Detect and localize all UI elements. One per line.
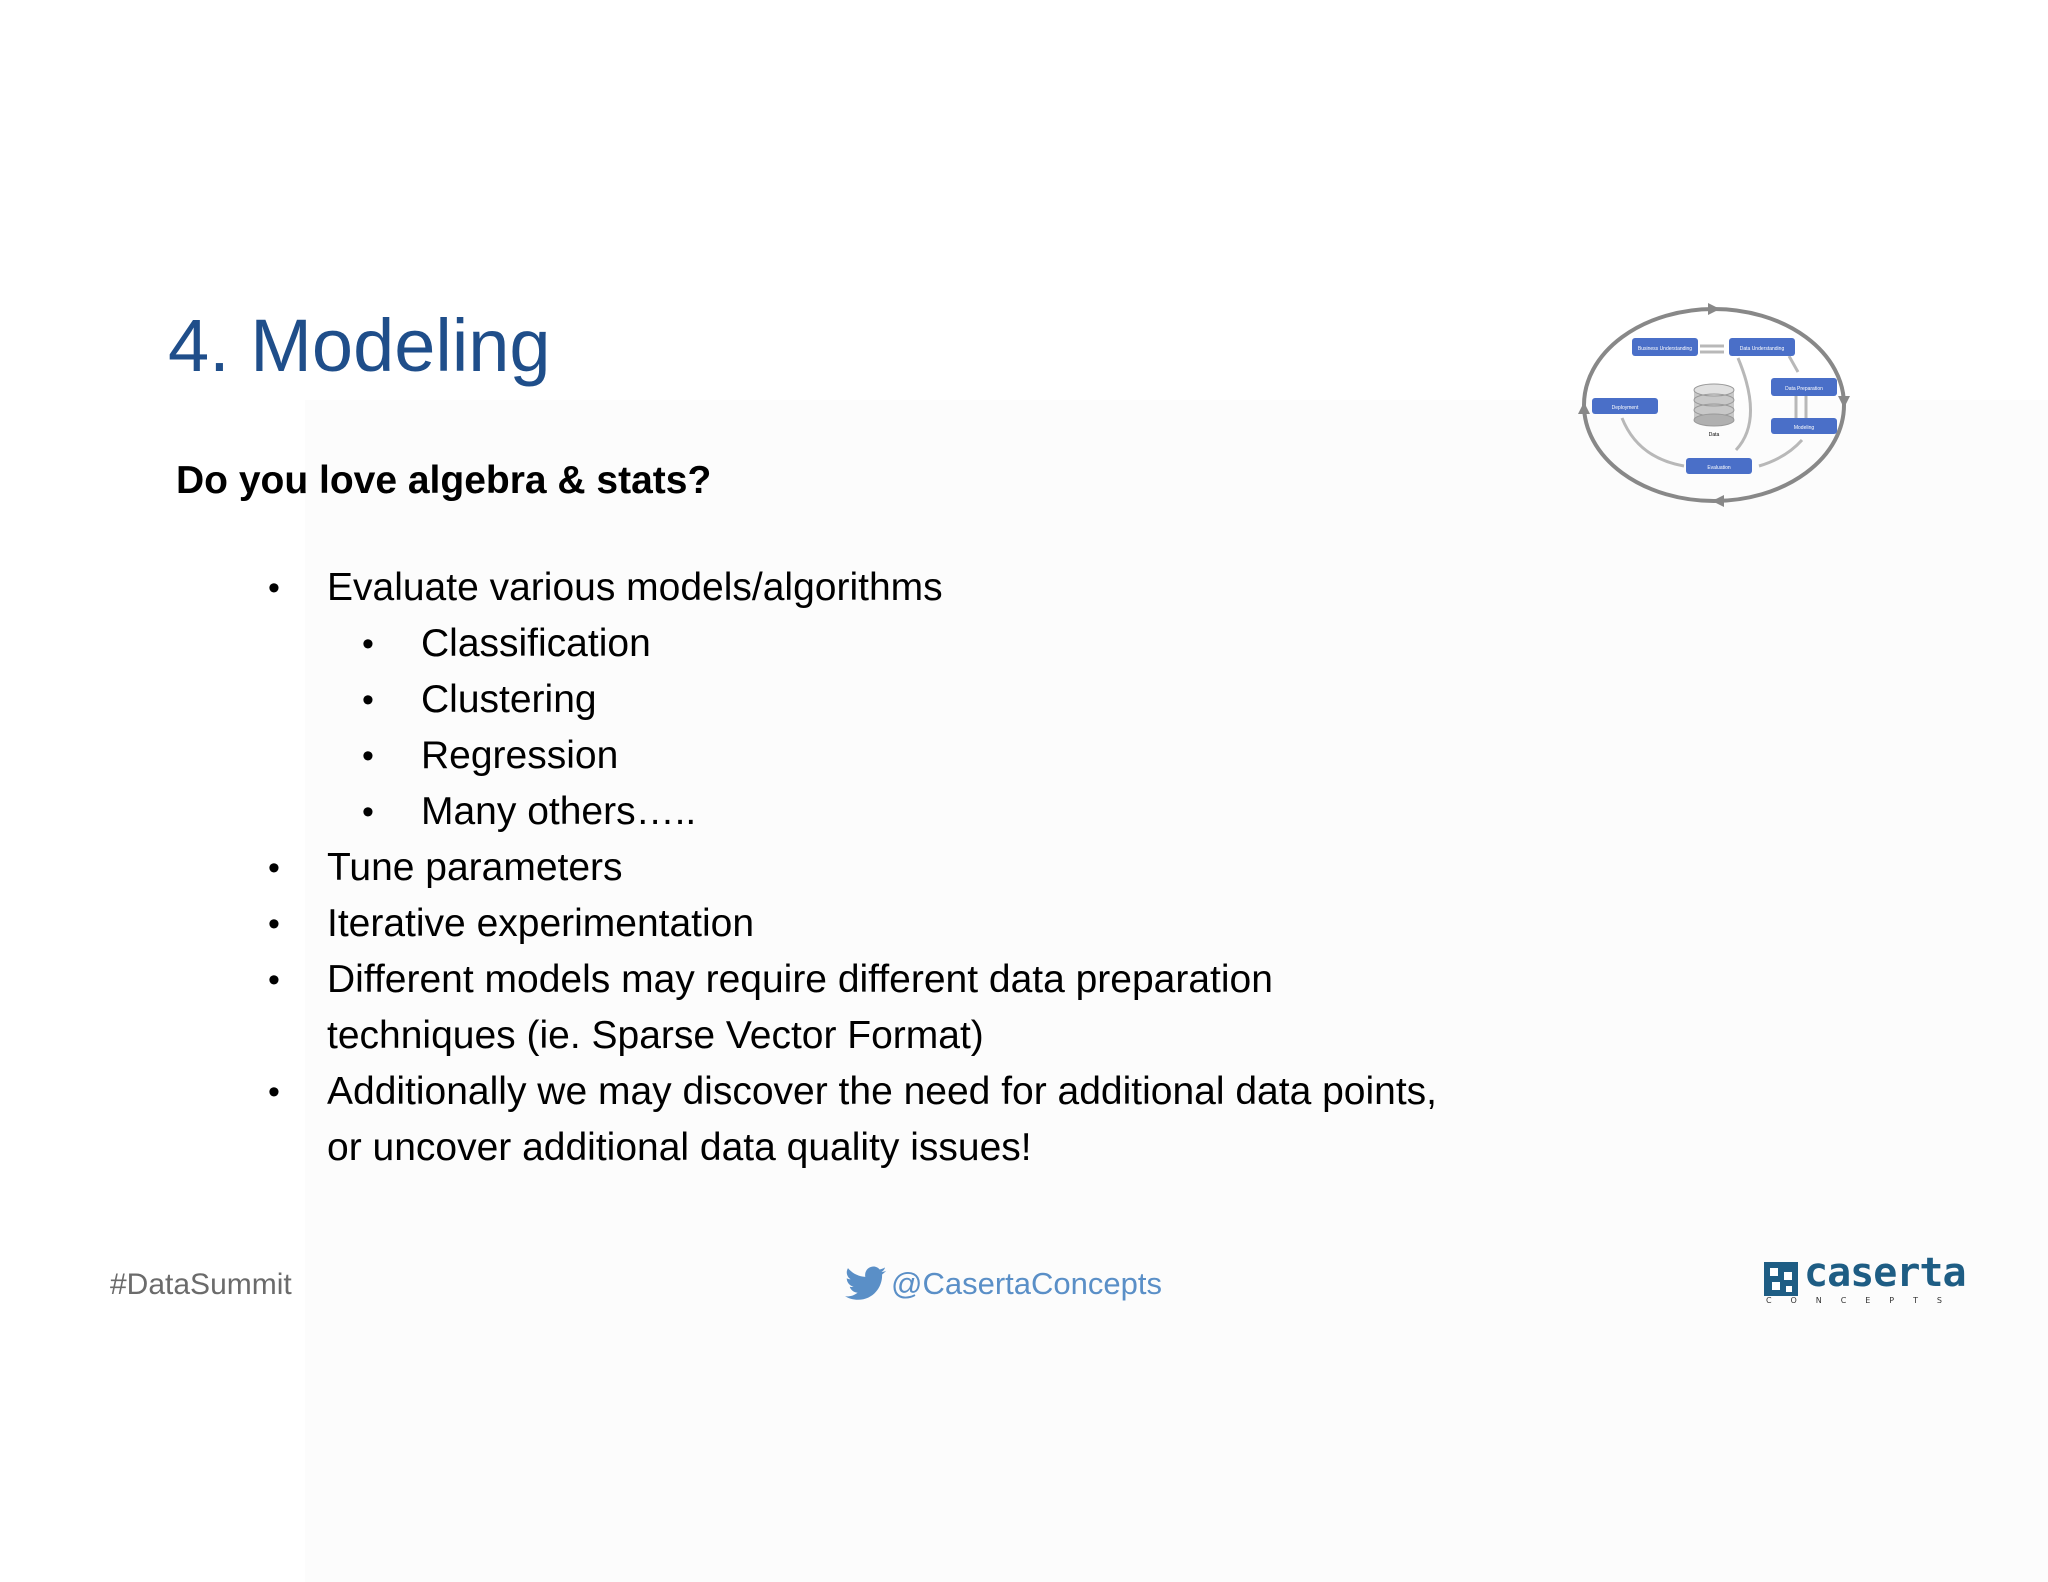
list-item — [0, 840, 1700, 896]
box-data-preparation-label: Data Preparation — [1785, 386, 1823, 392]
bullet-text: Iterative experimentation — [327, 902, 755, 945]
list-item — [0, 1064, 1700, 1176]
database-icon — [1694, 384, 1734, 426]
box-data-understanding-label: Data Understanding — [1739, 346, 1785, 352]
list-item — [0, 952, 1700, 1064]
bullet-text: Clustering — [421, 678, 597, 721]
bullet-marker: • — [362, 625, 374, 663]
bullet-text-line: or uncover additional data quality issues! — [327, 1126, 1032, 1169]
box-evaluation-label: Evaluation — [1707, 465, 1731, 471]
box-modeling-label: Modeling — [1793, 425, 1815, 431]
footer-hashtag: #DataSummit — [110, 1268, 292, 1301]
box-business-understanding-label: Business Understanding — [1637, 346, 1693, 352]
bullet-marker: • — [362, 681, 374, 719]
cycle-arrow-top — [1708, 303, 1720, 315]
database-label: Data — [1708, 432, 1720, 438]
caserta-logo — [1762, 1250, 1966, 1306]
box-deployment-label: Deployment — [1611, 405, 1639, 411]
logo-sub-letter: N — [1815, 1296, 1822, 1305]
logo-sub-letter: O — [1790, 1296, 1797, 1305]
bullet-text — [327, 952, 1273, 1064]
bullet-text: Regression — [421, 734, 619, 777]
list-item — [0, 560, 1700, 616]
bullet-marker: • — [268, 961, 280, 999]
bullet-marker: • — [268, 905, 280, 943]
bullet-marker: • — [362, 737, 374, 775]
list-item — [0, 672, 1700, 728]
inner-arrow-data-prep — [1789, 356, 1798, 372]
page-title: 4. Modeling — [168, 304, 551, 387]
list-item — [0, 784, 1700, 840]
logo-subtitle — [1766, 1296, 1942, 1305]
cycle-arrow-left — [1578, 402, 1590, 414]
bullet-text: Tune parameters — [327, 846, 623, 889]
logo-sub-letter: S — [1936, 1296, 1942, 1305]
bullet-text: Classification — [421, 622, 651, 665]
inner-arc-evaluation-deployment — [1622, 418, 1684, 466]
caserta-logo-mark-icon — [1764, 1262, 1798, 1296]
bullet-text-line: techniques (ie. Sparse Vector Format) — [327, 1014, 984, 1057]
list-item — [0, 896, 1700, 952]
crisp-dm-diagram — [1576, 300, 1856, 510]
bullet-marker: • — [268, 569, 280, 607]
twitter-handle: @CasertaConcepts — [891, 1266, 1162, 1301]
bullet-marker: • — [268, 849, 280, 887]
logo-sub-letter: E — [1865, 1296, 1871, 1305]
logo-sub-letter: C — [1840, 1296, 1847, 1305]
subtitle: Do you love algebra & stats? — [176, 459, 712, 502]
logo-word: caserta — [1804, 1250, 1966, 1296]
bullet-text-line: Additionally we may discover the need for additional data points, — [327, 1070, 1437, 1113]
logo-sub-letter: C — [1766, 1296, 1772, 1305]
bullet-text: Evaluate various models/algorithms — [327, 566, 943, 609]
twitter-bird-icon — [845, 1266, 887, 1302]
list-item — [0, 616, 1700, 672]
bullet-list — [0, 560, 1700, 1176]
logo-sub-letter: T — [1913, 1296, 1918, 1305]
cycle-arrow-bottom — [1712, 495, 1724, 507]
inner-arc-modeling-evaluation — [1759, 440, 1802, 466]
inner-arc-evaluation-business — [1736, 358, 1751, 450]
bullet-text-line: Different models may require different data preparation — [327, 958, 1273, 1001]
bullet-text — [327, 1064, 1437, 1176]
logo-sub-letter: P — [1889, 1296, 1895, 1305]
inner-arrow-prep-modeling — [1796, 396, 1806, 418]
inner-arrow-business-data — [1700, 346, 1724, 352]
bullet-text: Many others….. — [421, 790, 697, 833]
list-item — [0, 728, 1700, 784]
cycle-arrow-right — [1838, 396, 1850, 408]
footer-twitter — [845, 1266, 1162, 1302]
bullet-marker: • — [362, 793, 374, 831]
bullet-marker: • — [268, 1073, 280, 1111]
